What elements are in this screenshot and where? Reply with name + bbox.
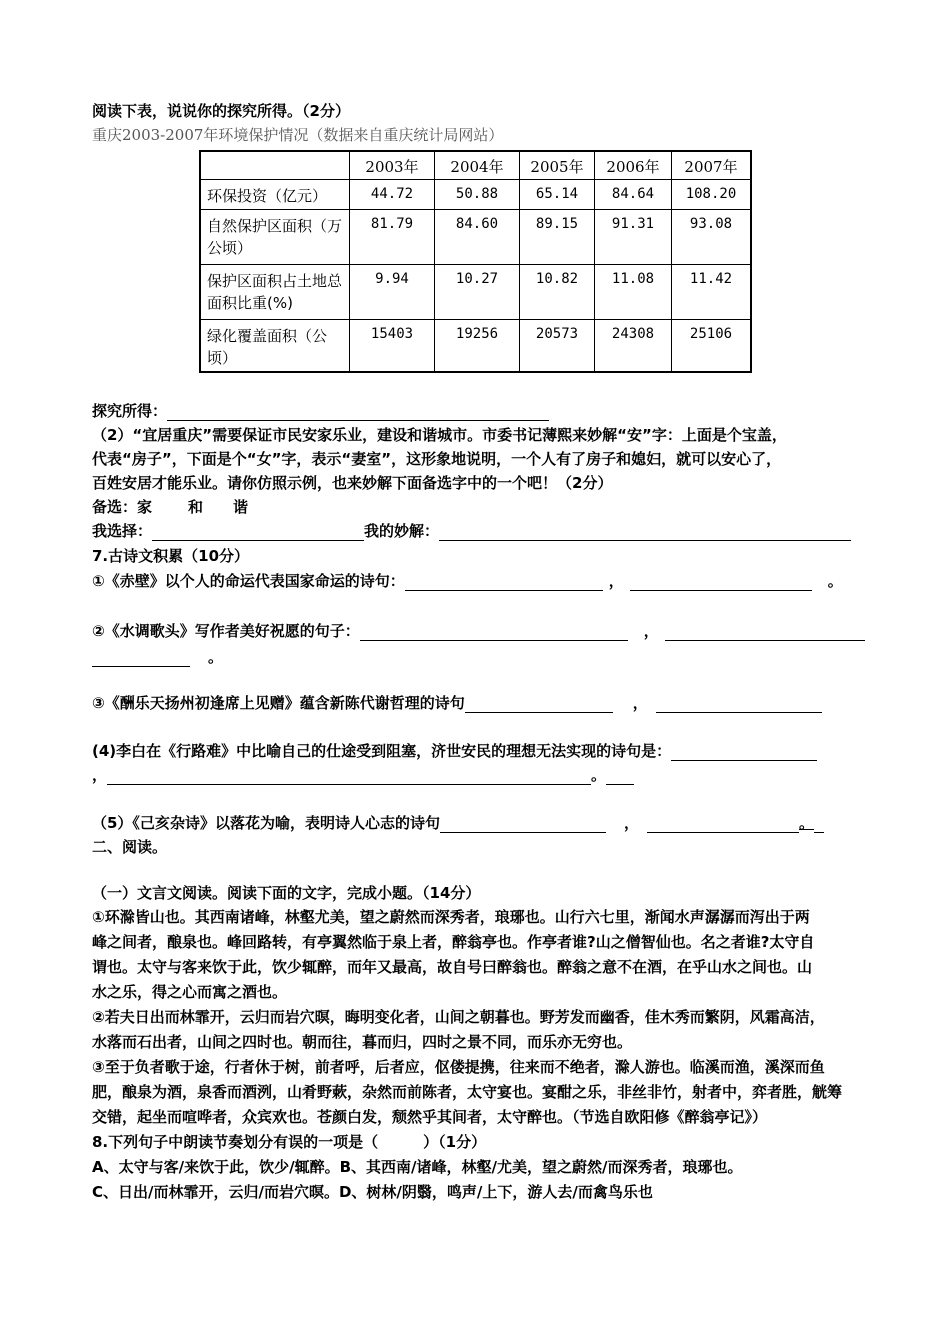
- table-cell: 10.27: [435, 264, 520, 319]
- table-cell: 19256: [435, 319, 520, 372]
- choice-blank[interactable]: [152, 524, 364, 541]
- options-label: 备选：: [92, 498, 138, 516]
- passage-line: 谓也。太守与客来饮于此，饮少辄醉，而年又最高，故自号曰醉翁也。醉翁之意不在酒，在乎山水之间也。山: [92, 958, 813, 976]
- table-cell: 44.72: [350, 179, 435, 209]
- q2-line: （2）“宜居重庆”需要保证市民安家乐业，建设和谐城市。市委书记薄熙来妙解“安”字：上面是个宝盖，: [92, 426, 787, 444]
- table-corner-cell: [200, 151, 350, 179]
- answer-blank[interactable]: [671, 744, 817, 761]
- comma: ，: [623, 814, 639, 832]
- answer-blank[interactable]: [656, 696, 822, 713]
- table-cell: 11.42: [672, 264, 752, 319]
- q7-item1: [92, 572, 843, 591]
- answer-blank[interactable]: [814, 816, 824, 833]
- comma: ，: [92, 766, 108, 784]
- table-cell: 11.08: [595, 264, 672, 319]
- explain-label: 我的妙解：: [364, 522, 440, 540]
- answer-blank[interactable]: [647, 816, 799, 833]
- table-cell: 15403: [350, 319, 435, 372]
- table-cell: 9.94: [350, 264, 435, 319]
- table-cell: 20573: [520, 319, 595, 372]
- table-row: [200, 319, 751, 372]
- option-jia: 家: [137, 498, 153, 516]
- option-xie: 谐: [233, 498, 249, 516]
- q7-item5-text: （5）《己亥杂诗》以落花为喻，表明诗人心志的诗句: [92, 814, 440, 832]
- q2-line: 代表“房子”，下面是个“女”字，表示“妻室”，这形象地说明，一个人有了房子和媳妇，就可以安心了，: [92, 450, 782, 468]
- q2-options: [92, 498, 248, 517]
- q7-item1-text: ①《赤壁》以个人的命运代表国家命运的诗句：: [92, 572, 405, 590]
- comma: ，: [608, 572, 624, 590]
- year-header: 2005年: [520, 151, 595, 179]
- finding-label: 探究所得：: [92, 402, 168, 420]
- table-header-row: [200, 151, 751, 179]
- answer-blank[interactable]: [440, 816, 606, 833]
- passage-line: 交错，起坐而喧哗者，众宾欢也。苍颜白发，颓然乎其间者，太守醉也。（节选自欧阳修《醉翁亭记》）: [92, 1108, 768, 1126]
- q7-item2-cont: [92, 648, 223, 667]
- answer-blank[interactable]: [107, 768, 591, 785]
- table-cell: 65.14: [520, 179, 595, 209]
- q7-title: 7.古诗文积累（10分）: [92, 547, 250, 565]
- answer-blank[interactable]: [360, 624, 628, 641]
- table-cell: 89.15: [520, 209, 595, 264]
- q7-item4-cont: [92, 766, 634, 785]
- passage-line: ③至于负者歌于途，行者休于树，前者呼，后者应，伛偻提携，往来而不绝者，滁人游也。临溪而渔，溪深而鱼: [92, 1058, 825, 1076]
- period: 。: [591, 766, 607, 784]
- passage-line: ①环滁皆山也。其西南诸峰，林壑尤美，望之蔚然而深秀者，琅琊也。山行六七里，渐闻水声潺潺而泻出于两: [92, 908, 810, 926]
- row-label: 绿化覆盖面积（公顷）: [200, 319, 350, 372]
- table-row: [200, 209, 751, 264]
- answer-blank[interactable]: [606, 768, 634, 785]
- answer-blank[interactable]: [665, 624, 865, 641]
- table-cell: 108.20: [672, 179, 752, 209]
- comma: ，: [643, 622, 659, 640]
- table-caption: 重庆2003-2007年环境保护情况（数据来自重庆统计局网站）: [92, 126, 504, 144]
- option-he: 和: [188, 498, 204, 516]
- year-header: 2006年: [595, 151, 672, 179]
- finding-answer-blank[interactable]: [167, 404, 549, 421]
- q7-item4: [92, 742, 817, 761]
- comma: ，: [632, 694, 648, 712]
- q8-options-cd: C、日出/而林霏开，云归/而岩穴暝。D、树林/阴翳，鸣声/上下，游人去/而禽鸟乐也: [92, 1183, 653, 1201]
- q7-item4-text: (4)李白在《行路难》中比喻自己的仕途受到阻塞，济世安民的理想无法实现的诗句是：: [92, 742, 672, 760]
- row-label: 保护区面积占土地总面积比重(%): [200, 264, 350, 319]
- q7-item2-text: ②《水调歌头》写作者美好祝愿的句子：: [92, 622, 360, 640]
- table-cell: 84.60: [435, 209, 520, 264]
- period: 。: [798, 814, 814, 832]
- passage-line: 肥，酿泉为酒，泉香而酒洌，山肴野蔌，杂然而前陈者，太守宴也。宴酣之乐，非丝非竹，射者中，弈者胜，觥筹: [92, 1083, 843, 1101]
- section2-title: 二、阅读。: [92, 838, 168, 856]
- passage-line: 峰之间者，酿泉也。峰回路转，有亭翼然临于泉上者，醉翁亭也。作亭者谁?山之僧智仙也。名之者谁?太守自: [92, 933, 815, 951]
- q8-title: 8.下列句子中朗读节奏划分有误的一项是（ ）（1分）: [92, 1133, 487, 1151]
- row-label: 自然保护区面积（万公顷）: [200, 209, 350, 264]
- table-cell: 24308: [595, 319, 672, 372]
- passage-line: 水之乐，得之心而寓之酒也。: [92, 983, 288, 1001]
- reading-subtitle: （一）文言文阅读。阅读下面的文字，完成小题。（14分）: [92, 884, 481, 902]
- table-cell: 84.64: [595, 179, 672, 209]
- environment-table: [199, 150, 752, 373]
- q7-item3-text: ③《酬乐天扬州初逢席上见赠》蕴含新陈代谢哲理的诗句: [92, 694, 465, 712]
- answer-blank[interactable]: [465, 696, 613, 713]
- passage-line: 水落而石出者，山间之四时也。朝而往，暮而归，四时之景不同，而乐亦无穷也。: [92, 1033, 633, 1051]
- table-row: [200, 179, 751, 209]
- q7-item5: [92, 814, 824, 833]
- q2-answer-line: [92, 522, 851, 541]
- answer-blank[interactable]: [92, 650, 190, 667]
- row-label: 环保投资（亿元）: [200, 179, 350, 209]
- table-row: [200, 264, 751, 319]
- year-header: 2003年: [350, 151, 435, 179]
- table-cell: 93.08: [672, 209, 752, 264]
- period: 。: [208, 648, 224, 666]
- choice-label: 我选择：: [92, 522, 153, 540]
- explain-blank[interactable]: [439, 524, 851, 541]
- year-header: 2004年: [435, 151, 520, 179]
- q2-line: 百姓安居才能乐业。请你仿照示例，也来妙解下面备选字中的一个吧！（2分）: [92, 474, 613, 492]
- q8-options-ab: A、太守与客/来饮于此，饮少/辄醉。B、其西南/诸峰，林壑/尤美，望之蔚然/而深秀者，琅琊也。: [92, 1158, 743, 1176]
- table-cell: 81.79: [350, 209, 435, 264]
- answer-blank[interactable]: [630, 574, 812, 591]
- table-question: 阅读下表，说说你的探究所得。（2分）: [92, 102, 350, 120]
- table-cell: 50.88: [435, 179, 520, 209]
- year-header: 2007年: [672, 151, 752, 179]
- answer-blank[interactable]: [405, 574, 603, 591]
- passage-line: ②若夫日出而林霏开，云归而岩穴暝，晦明变化者，山间之朝暮也。野芳发而幽香，佳木秀而繁阴，风霜高洁，: [92, 1008, 825, 1026]
- table-cell: 10.82: [520, 264, 595, 319]
- q7-item3: [92, 694, 822, 713]
- table-cell: 25106: [672, 319, 752, 372]
- period: 。: [827, 572, 843, 590]
- q7-item2: [92, 622, 865, 641]
- table-cell: 91.31: [595, 209, 672, 264]
- finding-line: [92, 402, 549, 421]
